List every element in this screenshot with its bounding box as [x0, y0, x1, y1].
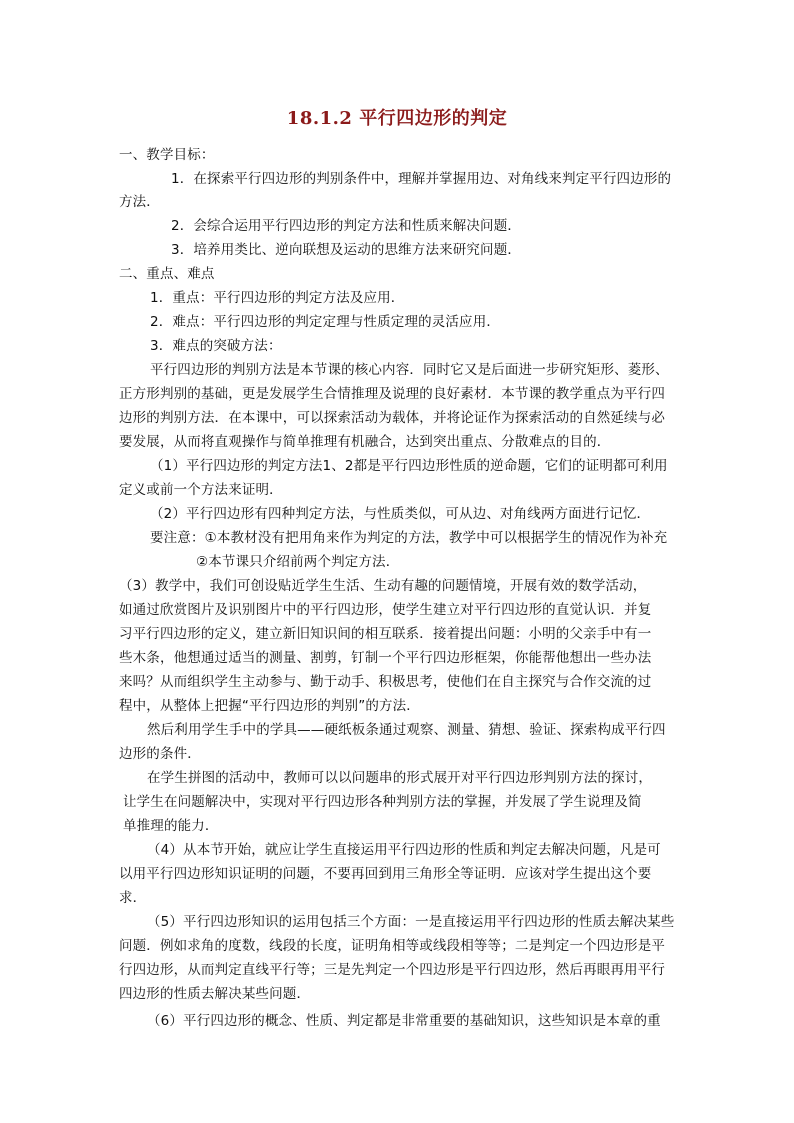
text-line: 要注意：①本教材没有把用角来作为判定的方法，教学中可以根据学生的情况作为补充 — [150, 530, 668, 546]
text-line: ②本节课只介绍前两个判定方法． — [196, 554, 400, 570]
text-line: （1）平行四边形的判定方法1、2都是平行四边形性质的逆命题，它们的证明都可利用 — [150, 458, 668, 474]
text-line: 来吗？从而组织学生主动参与、勤于动手、积极思考，使他们在自主探究与合作交流的过 — [119, 674, 652, 690]
text-line: 1．在探索平行四边形的判别条件中，理解并掌握用边、对角线来判定平行四边形的 — [171, 171, 672, 187]
text-line: 定义或前一个方法来证明． — [119, 482, 283, 498]
text-line: 平行四边形的判别方法是本节课的核心内容．同时它又是后面进一步研究矩形、菱形、 — [150, 362, 669, 378]
text-line: （4）从本节开始，就应让学生直接运用平行四边形的性质和判定去解决问题，凡是可 — [147, 842, 661, 858]
text-line: （3）教学中，我们可创设贴近学生生活、生动有趣的问题情境，开展有效的数学活动， — [119, 578, 647, 594]
text-line: 1．重点：平行四边形的判定方法及应用． — [150, 290, 405, 306]
text-line: 单推理的能力． — [123, 818, 219, 834]
text-line: 2．难点：平行四边形的判定定理与性质定理的灵活应用． — [150, 314, 500, 330]
text-line: 些木条，他想通过适当的测量、割剪，钉制一个平行四边形框架，你能帮他想出一些办法 — [119, 650, 652, 666]
text-line: 3．难点的突破方法： — [150, 338, 282, 354]
text-line: 程中，从整体上把握“平行四边形的判别”的方法． — [119, 698, 420, 714]
text-line: 边形的条件． — [119, 746, 201, 762]
text-line: 让学生在问题解决中，实现对平行四边形各种判别方法的掌握，并发展了学生说理及简 — [123, 794, 642, 810]
text-line: 四边形的性质去解决某些问题． — [119, 986, 311, 1002]
text-line: 行四边形，从而判定直线平行等；三是先判定一个四边形是平行四边形，然后再眼再用平行 — [119, 962, 665, 978]
text-line: 正方形判别的基础，更是发展学生合情推理及说理的良好素材．本节课的教学重点为平行四 — [119, 386, 665, 402]
text-line: 方法． — [119, 194, 160, 210]
text-line: 如通过欣赏图片及识别图片中的平行四边形，使学生建立对平行四边形的直觉认识．并复 — [119, 602, 652, 618]
text-line: 问题．例如求角的度数，线段的长度，证明角相等或线段相等等；二是判定一个四边形是平 — [119, 938, 665, 954]
text-line: 3．培养用类比、逆向联想及运动的思维方法来研究问题． — [171, 242, 521, 258]
text-line: 求． — [119, 890, 147, 906]
text-line: 边形的判别方法．在本课中，可以探索活动为载体，并将论证作为探索活动的自然延续与必 — [119, 410, 665, 426]
text-line: 要发展，从而将直观操作与简单推理有机融合，达到突出重点、分散难点的目的． — [119, 434, 611, 450]
text-line: （2）平行四边形有四种判定方法，与性质类似，可从边、对角线两方面进行记忆． — [150, 506, 651, 522]
text-line: 二、重点、难点 — [119, 266, 215, 282]
text-line: 以用平行四边形知识证明的问题，不要再回到用三角形全等证明．应该对学生提出这个要 — [119, 866, 652, 882]
text-line: 在学生拼图的活动中，教师可以以问题串的形式展开对平行四边形判别方法的探讨， — [147, 770, 653, 786]
text-line: （5）平行四边形知识的运用包括三个方面：一是直接运用平行四边形的性质去解决某些 — [147, 914, 675, 930]
document-title: 18.1.2 平行四边形的判定 — [286, 108, 508, 129]
text-line: 一、教学目标： — [119, 147, 215, 163]
text-line: （6）平行四边形的概念、性质、判定都是非常重要的基础知识，这些知识是本章的重 — [147, 1013, 661, 1029]
text-line: 习平行四边形的定义，建立新旧知识间的相互联系．接着提出问题：小明的父亲手中有一 — [119, 626, 652, 642]
text-line: 然后利用学生手中的学具——硬纸板条通过观察、测量、猜想、验证、探索构成平行四 — [147, 722, 666, 738]
text-line: 2．会综合运用平行四边形的判定方法和性质来解决问题． — [171, 218, 521, 234]
